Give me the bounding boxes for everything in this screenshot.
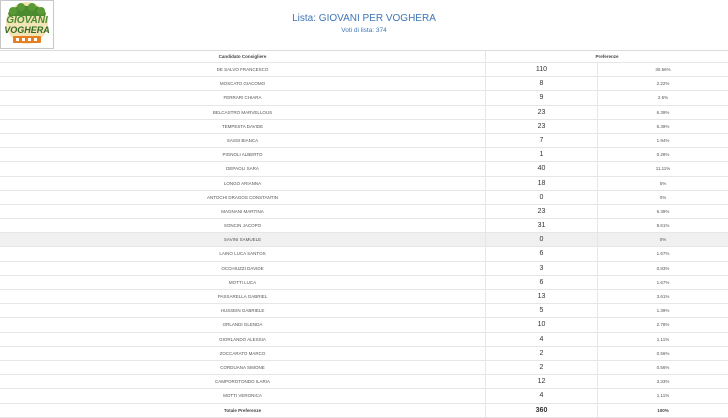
candidate-votes: 7 <box>486 134 598 147</box>
candidate-votes: 4 <box>486 389 598 402</box>
list-votes: Voti di lista: 374 <box>341 27 387 34</box>
total-percentage: 100% <box>657 407 669 413</box>
candidate-votes: 2 <box>486 347 598 360</box>
table-row <box>0 219 728 233</box>
results-table <box>0 50 728 418</box>
candidate-votes: 23 <box>486 106 598 119</box>
candidate-name: SONCIN JACOPO <box>0 219 486 232</box>
table-row <box>0 106 728 120</box>
candidate-percentage: 30.56% <box>655 67 671 72</box>
table-row <box>0 290 728 304</box>
candidate-votes: 6 <box>486 247 598 260</box>
candidate-name: CAMPOROTONDO ILARIA <box>0 375 486 388</box>
table-row <box>0 148 728 162</box>
candidate-percentage: 2.78% <box>656 322 670 328</box>
candidate-name: MOTTI VERONICA <box>0 389 486 402</box>
candidate-name: OCCHIUZZI DAVIDE <box>0 262 486 275</box>
candidate-votes: 13 <box>486 290 598 303</box>
logo-text-2: VOGHERA <box>4 25 50 35</box>
table-row <box>0 77 728 91</box>
logo-text-1: GIOVANI <box>6 15 48 26</box>
candidate-percentage: 6.39% <box>656 123 670 129</box>
column-header-candidate: Candidato Consigliere <box>0 51 486 62</box>
candidate-name: SASSI BIANCA <box>0 134 486 147</box>
candidate-name: HUSSEIN GABRIELE <box>0 304 486 317</box>
candidate-percentage: 5% <box>659 180 667 186</box>
table-row <box>0 247 728 261</box>
candidate-name: DEPAOLI SARA <box>0 162 486 175</box>
candidate-percentage: 2.5% <box>657 95 669 101</box>
candidate-votes: 31 <box>486 219 598 232</box>
table-row <box>0 347 728 361</box>
candidate-name: PASSARELLA GABRIEL <box>0 290 486 303</box>
table-row <box>0 120 728 134</box>
candidate-name: TEMPESTA DAVIDE <box>0 120 486 133</box>
candidate-percentage: 8.61% <box>656 223 670 229</box>
candidate-votes: 5 <box>486 304 598 317</box>
candidate-name: LAINO LUCA SANTOS <box>0 247 486 260</box>
table-row <box>0 63 728 77</box>
candidate-name: GIORLANDO ALESSIA <box>0 333 486 346</box>
list-title: Lista: GIOVANI PER VOGHERA <box>292 13 436 24</box>
candidate-votes: 110 <box>486 63 598 76</box>
column-header-preferences: Preferenze <box>595 54 619 59</box>
candidate-name: BELCASTRO MARVELLOUS <box>0 106 486 119</box>
candidate-votes: 40 <box>486 162 598 175</box>
candidate-percentage: 0.56% <box>656 350 670 356</box>
candidate-name: ORLANDI GLENDA <box>0 318 486 331</box>
candidate-votes: 23 <box>486 205 598 218</box>
candidate-votes: 9 <box>486 91 598 104</box>
candidate-votes: 0 <box>486 191 598 204</box>
candidate-name: ZOCCARATO MARCO <box>0 347 486 360</box>
table-row <box>0 134 728 148</box>
table-row <box>0 318 728 332</box>
candidate-name: CORDUANA SIMONE <box>0 361 486 374</box>
candidate-percentage: 3.61% <box>656 294 670 299</box>
candidate-votes: 1 <box>486 148 598 161</box>
candidate-percentage: 0.83% <box>656 265 670 271</box>
candidate-percentage: 6.39% <box>656 109 670 115</box>
table-header-row <box>0 50 728 63</box>
candidate-percentage: 2.22% <box>656 81 670 87</box>
total-row <box>0 404 728 418</box>
candidate-votes: 12 <box>486 375 598 388</box>
table-row <box>0 233 728 247</box>
table-row <box>0 333 728 347</box>
table-row <box>0 375 728 389</box>
table-row <box>0 91 728 105</box>
candidate-votes: 3 <box>486 262 598 275</box>
candidate-percentage: 1.94% <box>656 137 670 143</box>
candidate-percentage: 1.39% <box>656 308 670 314</box>
table-row <box>0 262 728 276</box>
total-label: Totale Preferenze <box>0 404 486 417</box>
candidate-percentage: 0.56% <box>656 364 670 370</box>
candidate-percentage: 0% <box>659 194 667 200</box>
candidate-percentage: 3.33% <box>656 379 670 385</box>
candidate-percentage: 1.11% <box>656 336 670 342</box>
candidate-name: PIGNOLI ALBERTO <box>0 148 486 161</box>
table-row <box>0 304 728 318</box>
candidate-percentage: 0.28% <box>656 152 670 158</box>
candidate-votes: 0 <box>486 233 598 246</box>
candidate-votes: 23 <box>486 120 598 133</box>
candidate-percentage: 0% <box>659 237 667 243</box>
candidate-percentage: 6.39% <box>656 208 670 214</box>
candidate-votes: 10 <box>486 318 598 331</box>
table-row <box>0 205 728 219</box>
candidate-name: MOSCATO GIACOMO <box>0 77 486 90</box>
candidate-votes: 6 <box>486 276 598 289</box>
table-row <box>0 191 728 205</box>
candidate-votes: 8 <box>486 77 598 90</box>
candidate-percentage: 1.67% <box>656 251 670 257</box>
candidate-votes: 2 <box>486 361 598 374</box>
table-row <box>0 177 728 191</box>
list-header <box>0 0 728 48</box>
candidate-name: DE SALVO FRANCESCO <box>0 63 486 76</box>
candidate-votes: 18 <box>486 177 598 190</box>
candidate-votes: 4 <box>486 333 598 346</box>
table-row <box>0 361 728 375</box>
candidate-name: MOTTI LUCA <box>0 276 486 289</box>
candidate-name: FERRARI CHIARA <box>0 91 486 104</box>
candidate-percentage: 1.67% <box>656 279 670 285</box>
candidate-percentage: 1.11% <box>656 393 670 399</box>
candidate-name: LONGO ARIANNA <box>0 177 486 190</box>
total-votes: 360 <box>486 404 598 417</box>
table-row <box>0 389 728 403</box>
candidate-name: ANTOCHI DRAGOS CONSTANTIN <box>0 191 486 204</box>
candidate-name: SAVINI SAMUELE <box>0 233 486 246</box>
candidate-name: MAGNANI MARTINA <box>0 205 486 218</box>
table-row <box>0 276 728 290</box>
candidate-percentage: 11.11% <box>655 166 671 172</box>
table-row <box>0 162 728 176</box>
